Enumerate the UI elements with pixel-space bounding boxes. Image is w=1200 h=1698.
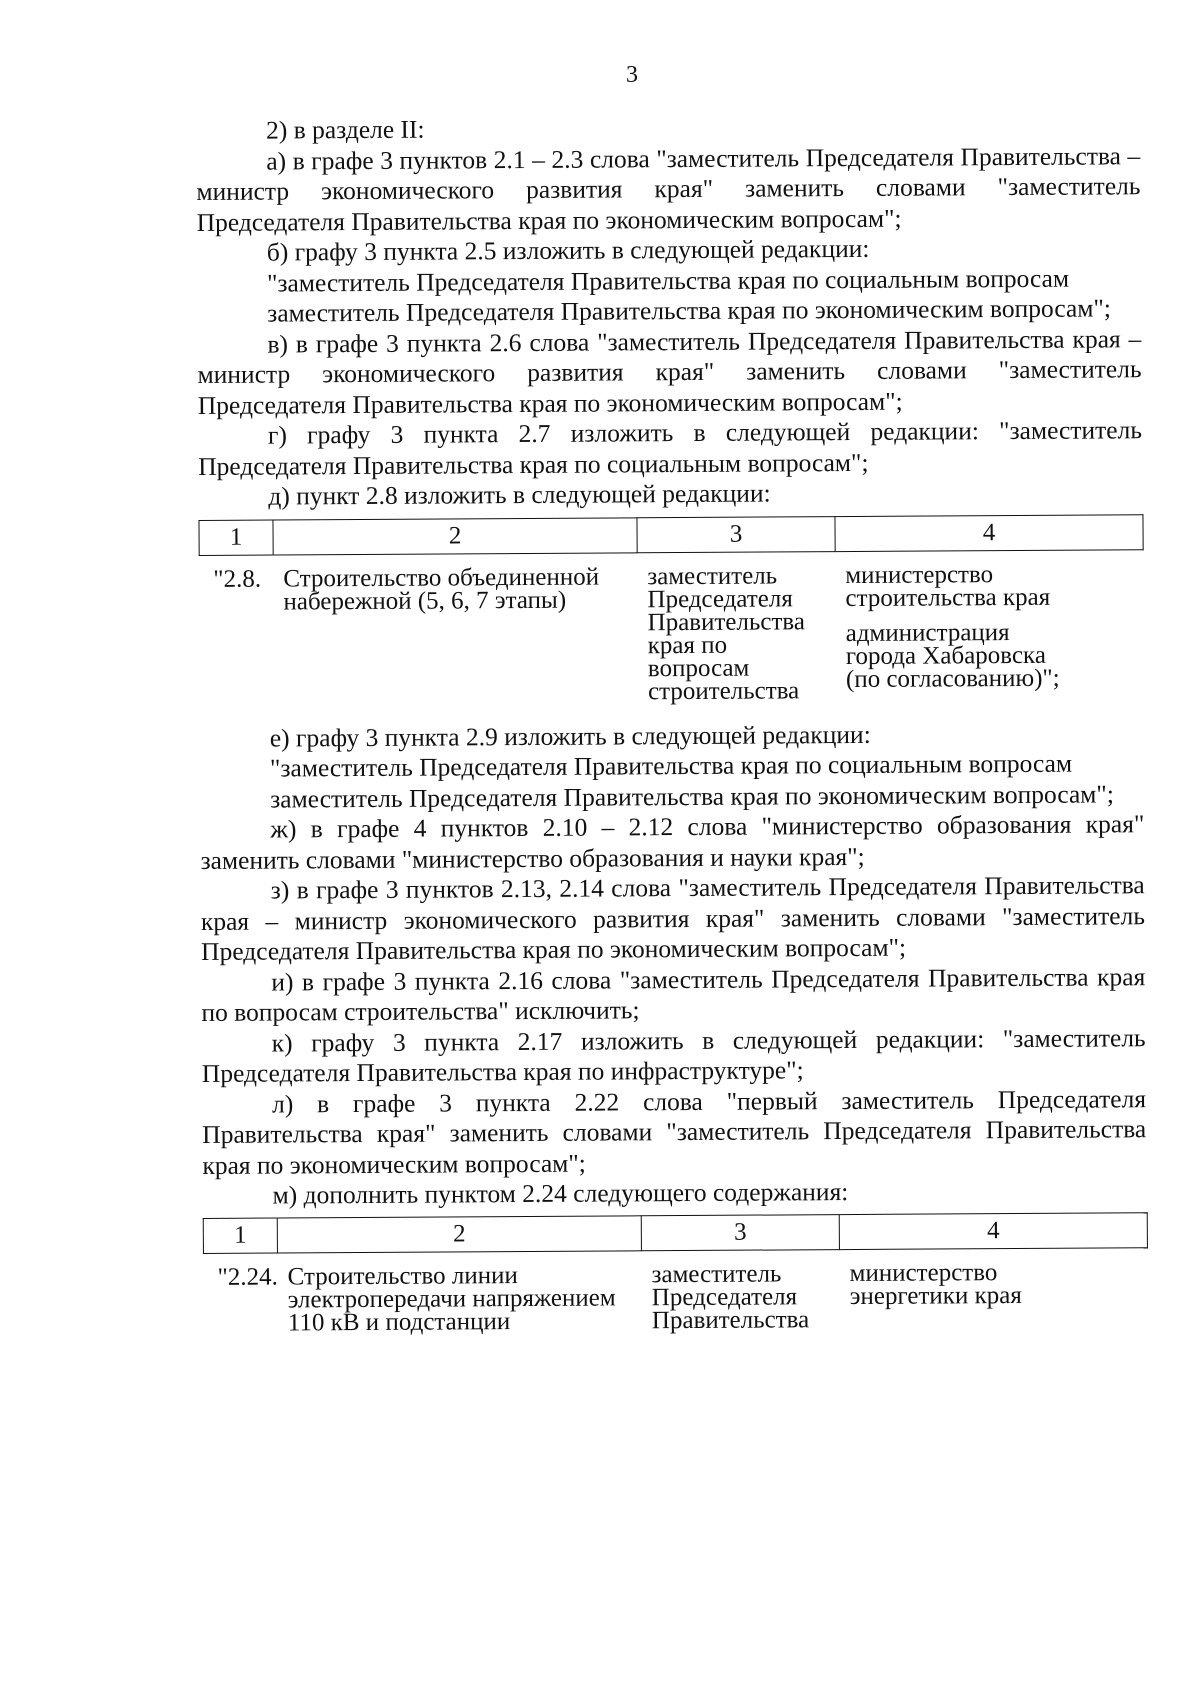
table-item-2-24 xyxy=(203,1212,1149,1339)
column-header-1: 1 xyxy=(203,1218,277,1253)
responsible-line: Правительства xyxy=(647,607,806,636)
paragraph-section-2: 2) в разделе II: xyxy=(265,114,425,145)
table-item-2-8 xyxy=(198,514,1144,710)
paragraph-zh: ж) в графе 4 пунктов 2.10 – 2.12 слова "министерство образования края" заменить словами "министерство образования и науки края"; xyxy=(200,809,1145,875)
responsible-line: заместитель xyxy=(651,1259,782,1288)
executor-line: администрация xyxy=(845,618,1010,647)
paragraph-k: к) графу 3 пункта 2.17 изложить в следующей редакции: "заместитель Председателя Правительства края по инфраструктуре"; xyxy=(201,1022,1146,1088)
executor-line: министерство xyxy=(849,1258,998,1287)
responsible-line: края по xyxy=(647,631,728,659)
executors xyxy=(835,549,1144,705)
document-body xyxy=(196,110,1147,1338)
column-header-1: 1 xyxy=(199,520,273,555)
responsible-person xyxy=(637,551,836,707)
responsible-line: заместитель xyxy=(647,561,778,590)
column-header-3: 3 xyxy=(641,1214,839,1250)
table-header-row xyxy=(203,1212,1147,1253)
item-name-line: электропередачи напряжением xyxy=(287,1283,616,1313)
paragraph-i: и) в графе 3 пункта 2.16 слова "заместитель Председателя Правительства края по вопросам строительства" исключить; xyxy=(201,961,1146,1027)
item-name: Строительство объединенной набережной (5, 6, 7 этапы) xyxy=(283,563,600,615)
executor-line: (по согласованию)"; xyxy=(845,664,1060,693)
executors xyxy=(839,1247,1148,1334)
page-number: 3 xyxy=(626,62,638,88)
paragraph-v: в) в графе 3 пункта 2.6 слова "заместитель Председателя Правительства края – министр экономического развития края" заменить словами "заместитель Председателя Правительства края по экономическим вопросам"; xyxy=(197,323,1142,420)
paragraph-z: з) в графе 3 пунктов 2.13, 2.14 слова "заместитель Председателя Правительства края – министр экономического развития края" заменить словами "заместитель Председателя Правительства края по экономическим вопросам"; xyxy=(200,870,1145,966)
responsible-line: строительства xyxy=(647,676,800,705)
column-header-4: 4 xyxy=(835,514,1143,551)
item-name xyxy=(277,1250,642,1338)
paragraph-l: л) в графе 3 пункта 2.22 слова "первый заместитель Председателя Правительства края" заменить словами "заместитель Председателя Правительства края по экономическим вопросам"; xyxy=(202,1083,1147,1180)
item-number: "2.8. xyxy=(213,565,262,593)
executor-line: города Хабаровска xyxy=(845,641,1046,670)
paragraph-e-quote-2: заместитель Председателя Правительства края по экономическим вопросам"; xyxy=(270,778,1114,814)
column-header-4: 4 xyxy=(839,1212,1147,1249)
item-name-line: 110 кВ и подстанции xyxy=(287,1307,511,1336)
paragraph-m: м) дополнить пунктом 2.24 следующего содержания: xyxy=(272,1177,849,1210)
paragraph-b-quote-1: "заместитель Председателя Правительства края по социальным вопросам xyxy=(266,263,1070,298)
column-header-2: 2 xyxy=(273,517,637,554)
paragraph-a: а) в графе 3 пунктов 2.1 – 2.3 слова "заместитель Председателя Правительства – министр экономического развития края" заменить словами "заместитель Председателя Правительства края по экономическим вопросам"; xyxy=(196,140,1141,237)
responsible-line: вопросам xyxy=(647,654,750,682)
responsible-line: Председателя xyxy=(651,1282,798,1311)
responsible-line: Председателя xyxy=(647,584,793,613)
executor-line: министерство xyxy=(845,560,994,589)
paragraph-e: е) графу 3 пункта 2.9 изложить в следующей редакции: xyxy=(269,719,871,753)
table-header-row xyxy=(199,514,1143,555)
executor-line: энергетики края xyxy=(849,1281,1022,1310)
column-header-2: 2 xyxy=(277,1215,641,1252)
paragraph-d: д) пункт 2.8 изложить в следующей редакции: xyxy=(268,478,771,511)
paragraph-b: б) графу 3 пункта 2.5 изложить в следующей редакции: xyxy=(266,233,870,267)
paragraph-e-quote-1: "заместитель Председателя Правительства края по социальным вопросам xyxy=(269,748,1073,783)
paragraph-b-quote-2: заместитель Председателя Правительства края по экономическим вопросам"; xyxy=(267,293,1111,328)
column-header-3: 3 xyxy=(637,516,835,552)
table-row xyxy=(199,549,1144,709)
executor-line: строительства края xyxy=(845,583,1051,612)
item-number: "2.24. xyxy=(217,1263,278,1291)
responsible-line: Правительства xyxy=(651,1305,810,1334)
paragraph-g: г) графу 3 пункта 2.7 изложить в следующей редакции: "заместитель Председателя Правительства края по социальным вопросам"; xyxy=(198,415,1143,481)
item-name-line: Строительство линии xyxy=(287,1261,518,1290)
responsible-person xyxy=(641,1249,840,1336)
table-row xyxy=(203,1247,1148,1338)
